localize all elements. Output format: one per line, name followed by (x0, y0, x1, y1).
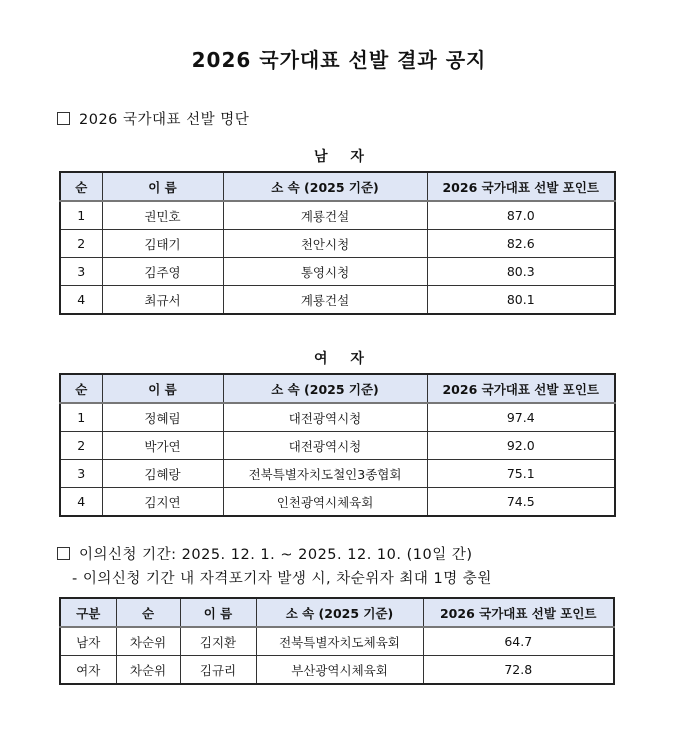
name-cell: 정혜림 (102, 403, 223, 432)
name-cell: 김지환 (180, 627, 256, 656)
points-cell: 64.7 (423, 627, 614, 656)
name-cell: 김지연 (102, 488, 223, 517)
rank-cell: 3 (60, 258, 102, 286)
name-cell: 김주영 (102, 258, 223, 286)
table-row (60, 488, 615, 517)
gender-cell: 남자 (60, 627, 116, 656)
rank-cell: 2 (60, 230, 102, 258)
men-table (59, 171, 616, 315)
table-row (60, 403, 615, 432)
points-cell: 97.4 (427, 403, 615, 432)
col-name: 이 름 (102, 172, 223, 201)
col-rank: 순 (60, 172, 102, 201)
affiliation-cell: 계룡건설 (223, 201, 427, 230)
col-points: 2026 국가대표 선발 포인트 (427, 374, 615, 403)
col-points: 2026 국가대표 선발 포인트 (427, 172, 615, 201)
col-gender: 구분 (60, 598, 116, 627)
col-name: 이 름 (102, 374, 223, 403)
col-rank: 순 (116, 598, 180, 627)
appeal-note: - 이의신청 기간 내 자격포기자 발생 시, 차순위자 최대 1명 충원 (72, 571, 492, 587)
rank-cell: 1 (60, 403, 102, 432)
rank-cell: 4 (60, 488, 102, 517)
points-cell: 92.0 (427, 432, 615, 460)
name-cell: 박가연 (102, 432, 223, 460)
rank-cell: 차순위 (116, 627, 180, 656)
affiliation-cell: 인천광역시체육회 (223, 488, 427, 517)
affiliation-cell: 전북특별자치도철인3종협회 (223, 460, 427, 488)
name-cell: 김태기 (102, 230, 223, 258)
points-cell: 82.6 (427, 230, 615, 258)
rank-cell: 차순위 (116, 656, 180, 685)
name-cell: 김규리 (180, 656, 256, 685)
section-heading-roster-text: 2026 국가대표 선발 명단 (79, 112, 250, 128)
points-cell: 74.5 (427, 488, 615, 517)
section-heading-appeal-text: 이의신청 기간: 2025. 12. 1. ~ 2025. 12. 10. (10일 간) (79, 547, 473, 563)
table-row (60, 286, 615, 315)
affiliation-cell: 통영시청 (223, 258, 427, 286)
name-cell: 김혜랑 (102, 460, 223, 488)
points-cell: 75.1 (427, 460, 615, 488)
table-row (60, 258, 615, 286)
affiliation-cell: 대전광역시청 (223, 432, 427, 460)
affiliation-cell: 계룡건설 (223, 286, 427, 315)
table-row (60, 460, 615, 488)
name-cell: 권민호 (102, 201, 223, 230)
men-table-header (60, 172, 615, 201)
points-cell: 72.8 (423, 656, 614, 685)
name-cell: 최규서 (102, 286, 223, 315)
points-cell: 80.1 (427, 286, 615, 315)
col-affiliation: 소 속 (2025 기준) (223, 374, 427, 403)
rank-cell: 2 (60, 432, 102, 460)
affiliation-cell: 대전광역시청 (223, 403, 427, 432)
affiliation-cell: 전북특별자치도체육회 (256, 627, 423, 656)
points-cell: 87.0 (427, 201, 615, 230)
checkbox-square-icon (57, 547, 70, 560)
women-caption: 여 자 (314, 351, 364, 367)
col-name: 이 름 (180, 598, 256, 627)
checkbox-square-icon (57, 112, 70, 125)
col-points: 2026 국가대표 선발 포인트 (423, 598, 614, 627)
table-row (60, 230, 615, 258)
col-rank: 순 (60, 374, 102, 403)
col-affiliation: 소 속 (2025 기준) (256, 598, 423, 627)
affiliation-cell: 천안시청 (223, 230, 427, 258)
table-row (60, 201, 615, 230)
alternates-table-header (60, 598, 614, 627)
table-row (60, 656, 614, 685)
table-row (60, 627, 614, 656)
page-title: 2026 국가대표 선발 결과 공지 (191, 48, 487, 72)
rank-cell: 3 (60, 460, 102, 488)
points-cell: 80.3 (427, 258, 615, 286)
men-caption: 남 자 (314, 149, 364, 165)
affiliation-cell: 부산광역시체육회 (256, 656, 423, 685)
rank-cell: 4 (60, 286, 102, 315)
section-heading-roster (57, 108, 249, 129)
women-table (59, 373, 616, 517)
col-affiliation: 소 속 (2025 기준) (223, 172, 427, 201)
gender-cell: 여자 (60, 656, 116, 685)
section-heading-appeal (57, 543, 472, 564)
table-row (60, 432, 615, 460)
rank-cell: 1 (60, 201, 102, 230)
alternates-table (59, 597, 615, 685)
women-table-header (60, 374, 615, 403)
